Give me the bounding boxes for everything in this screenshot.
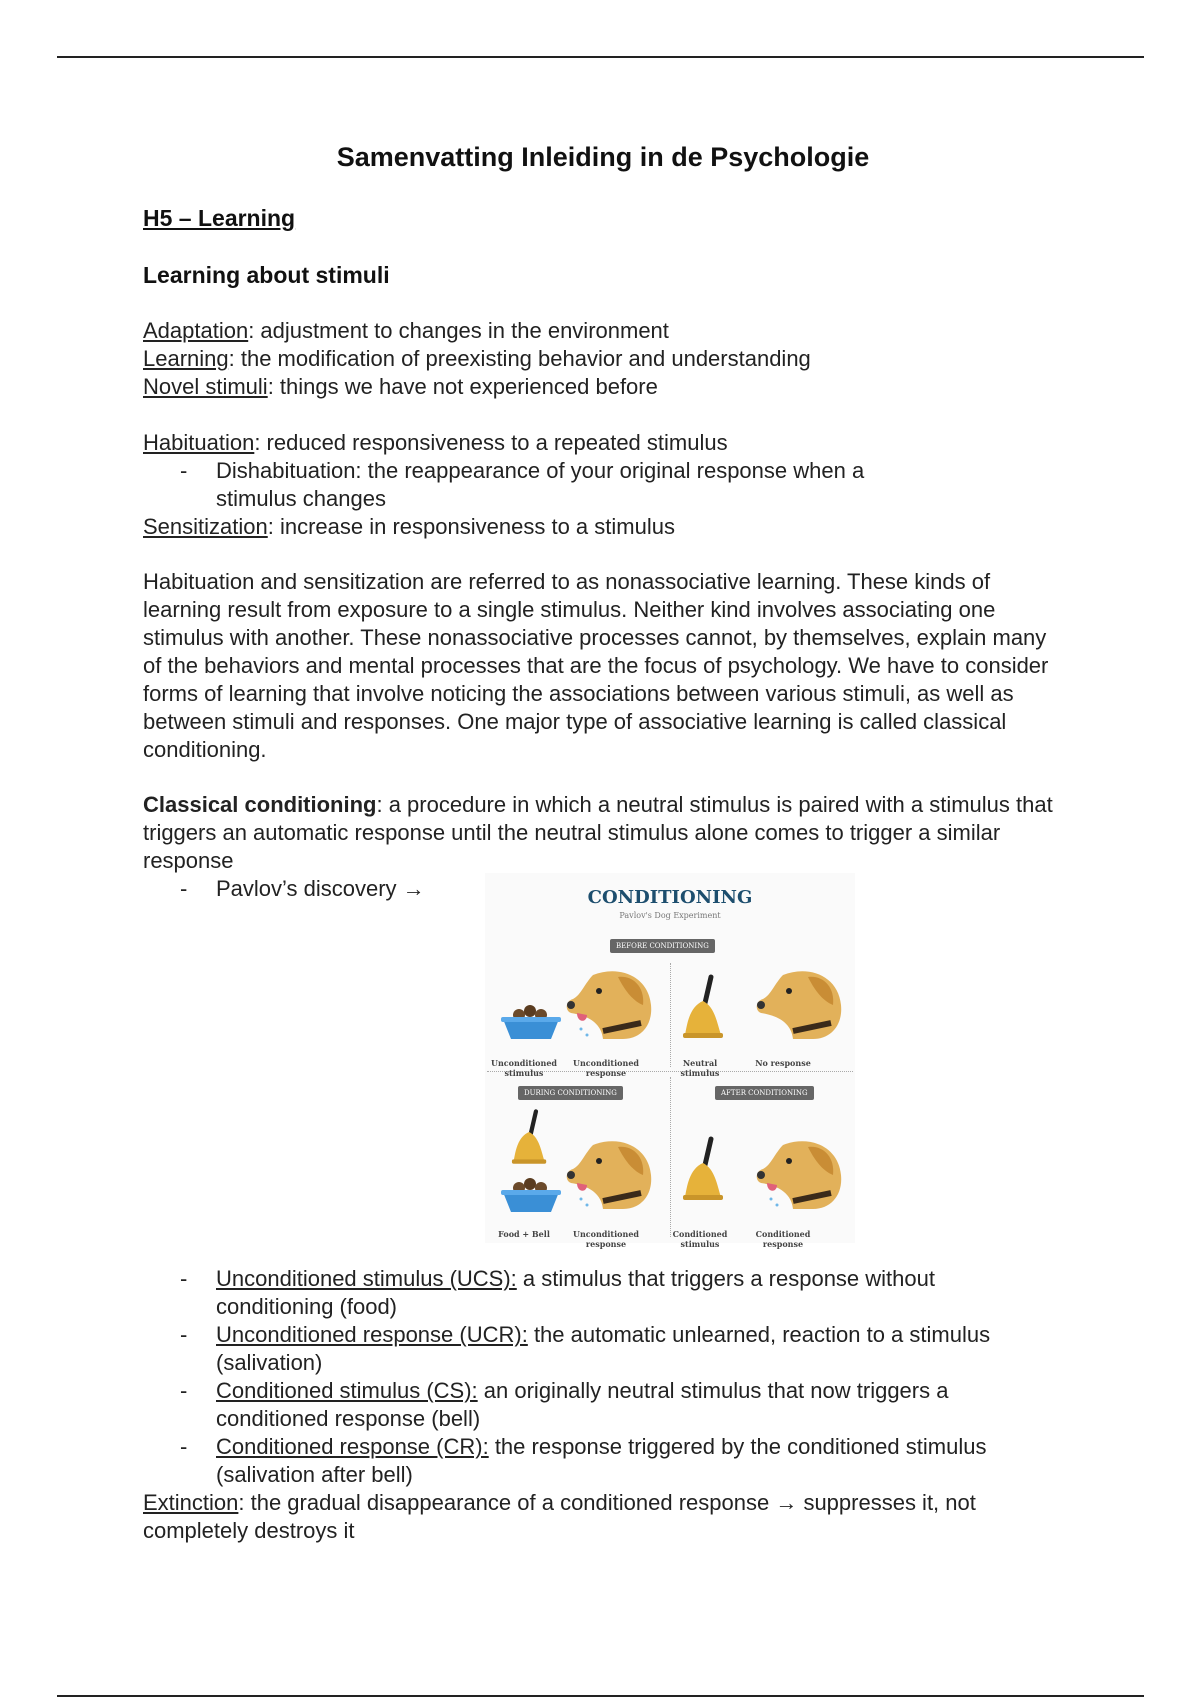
- def-sensitization: [143, 513, 1063, 541]
- def-text: : the gradual disappearance of a conditioned response → suppresses it, not completely destroys it: [143, 1490, 976, 1543]
- food-bowl-icon: [497, 1168, 567, 1218]
- terms-list: [143, 1265, 1063, 1545]
- food-bowl-icon: [497, 995, 567, 1045]
- dishabituation-text: Dishabituation: the reappearance of your original response when a stimulus changes: [216, 458, 865, 511]
- caption-neutral-stimulus: Neutral stimulus: [680, 1058, 720, 1078]
- term-item-text: [216, 1377, 1036, 1433]
- bullet-dash: -: [180, 458, 188, 483]
- document-title: Samenvatting Inleiding in de Psychologie: [336, 142, 870, 172]
- def-text: the response triggered by the conditioned stimulus (salivation after bell): [216, 1434, 987, 1487]
- habituation-block: [143, 429, 1063, 541]
- top-rule: [57, 56, 1144, 58]
- caption-unconditioned-stimulus: Unconditioned stimulus: [490, 1058, 558, 1078]
- section-heading: Learning about stimuli: [143, 262, 390, 288]
- def-adaptation: [143, 317, 1063, 345]
- caption-food-bell: Food + Bell: [498, 1229, 550, 1239]
- def-novel-stimuli: [143, 373, 1063, 401]
- caption-conditioned-stimulus: Conditioned stimulus: [672, 1229, 728, 1249]
- term-ucs: Unconditioned stimulus (UCS):: [216, 1266, 517, 1291]
- conditioning-figure: [485, 873, 855, 1249]
- def-text: : reduced responsiveness to a repeated stimulus: [254, 430, 728, 455]
- during-conditioning-badge: DURING CONDITIONING: [518, 1086, 623, 1100]
- bullet-dash: -: [180, 1266, 188, 1291]
- def-text: : adjustment to changes in the environment: [248, 318, 669, 343]
- def-text: : a procedure in which a neutral stimulus is paired with a stimulus that triggers an automatic response until the neutral stimulus alone comes to trigger a similar response: [143, 792, 1053, 873]
- term-novel-stimuli: Novel stimuli: [143, 374, 268, 399]
- bullet-dash: -: [180, 876, 188, 901]
- term-ucr: Unconditioned response (UCR):: [216, 1322, 528, 1347]
- term-classical-conditioning: Classical conditioning: [143, 792, 377, 817]
- pavlov-text: Pavlov’s discovery →: [216, 876, 425, 901]
- list-item-dishabituation: [143, 457, 1063, 513]
- caption-unconditioned-response-2: Unconditioned response: [572, 1229, 640, 1249]
- definitions-block: [143, 317, 1063, 401]
- dog-salivating-icon: [563, 1135, 658, 1215]
- def-learning: [143, 345, 1063, 373]
- bullet-dash: -: [180, 1322, 188, 1347]
- nonassociative-paragraph: [143, 568, 1063, 764]
- list-item-ucr: [143, 1321, 1063, 1377]
- chapter-heading: H5 – Learning: [143, 205, 296, 231]
- term-item-text: [216, 1265, 1016, 1321]
- figure-subtitle: Pavlov's Dog Experiment: [619, 911, 721, 920]
- def-text: an originally neutral stimulus that now triggers a conditioned response (bell): [216, 1378, 949, 1431]
- bottom-rule: [57, 1695, 1144, 1697]
- caption-no-response: No response: [755, 1058, 811, 1068]
- dog-icon: [753, 965, 848, 1045]
- term-habituation: Habituation: [143, 430, 255, 455]
- term-learning: Learning: [143, 346, 229, 371]
- after-conditioning-badge: AFTER CONDITIONING: [715, 1086, 814, 1100]
- term-item-text: [216, 1321, 1016, 1377]
- bell-icon: [507, 1108, 552, 1168]
- term-cs: Conditioned stimulus (CS):: [216, 1378, 478, 1403]
- def-text: : the modification of preexisting behavior and understanding: [228, 346, 811, 371]
- list-item-ucs: [143, 1265, 1063, 1321]
- def-habituation: [143, 429, 1063, 457]
- divider-vertical-top: [670, 963, 671, 1067]
- def-text: a stimulus that triggers a response without conditioning (food): [216, 1266, 935, 1319]
- term-sensitization: Sensitization: [143, 514, 268, 539]
- bullet-dash: -: [180, 1378, 188, 1403]
- def-classical-conditioning: [143, 791, 1061, 875]
- term-cr: Conditioned response (CR):: [216, 1434, 489, 1459]
- figure-title: CONDITIONING: [587, 887, 753, 908]
- paragraph-text: Habituation and sensitization are referred to as nonassociative learning. These kinds of learning result from exposure to a single stimulus. Neither kind involves associating one stimulus with another. These nonassociative processes cannot, by themselves, explain many of the behaviors and mental processes that are the focus of psychology. We have to consider forms of learning that involve noticing the associations between various stimuli, as well as between stimuli and responses. One major type of associative learning is called classical conditioning.: [143, 569, 1049, 762]
- list-item-cr: [143, 1433, 1063, 1489]
- before-conditioning-badge: BEFORE CONDITIONING: [610, 939, 715, 953]
- caption-unconditioned-response: Unconditioned response: [572, 1058, 640, 1078]
- def-extinction: [143, 1489, 1043, 1545]
- divider-vertical-bottom: [670, 1077, 671, 1237]
- def-text: the automatic unlearned, reaction to a stimulus (salivation): [216, 1322, 991, 1375]
- dog-salivating-icon: [563, 965, 658, 1045]
- def-text: : increase in responsiveness to a stimulus: [267, 514, 675, 539]
- def-text: : things we have not experienced before: [267, 374, 658, 399]
- caption-conditioned-response: Conditioned response: [755, 1229, 811, 1249]
- term-extinction: Extinction: [143, 1490, 239, 1515]
- list-item-cs: [143, 1377, 1063, 1433]
- term-item-text: [216, 1433, 1006, 1489]
- bell-icon: [681, 1135, 726, 1205]
- dog-salivating-icon: [753, 1135, 848, 1215]
- bell-icon: [681, 973, 726, 1043]
- bullet-dash: -: [180, 1434, 188, 1459]
- term-adaptation: Adaptation: [143, 318, 249, 343]
